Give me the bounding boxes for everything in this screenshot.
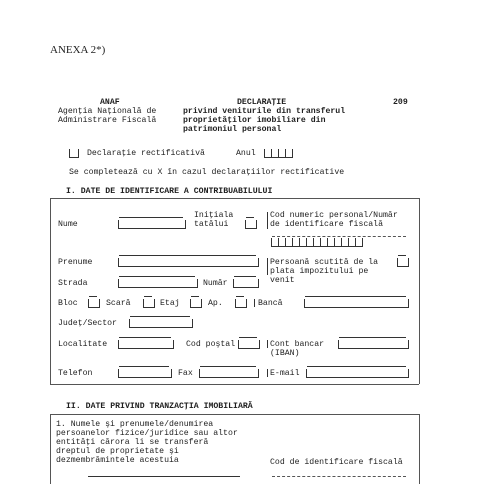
- judet-input[interactable]: [129, 319, 193, 328]
- year-input[interactable]: [264, 149, 293, 158]
- cnp-input[interactable]: [271, 238, 363, 247]
- initiala-label: Iniţiala: [194, 211, 234, 220]
- section1-bottom-border: [50, 384, 419, 385]
- email-top-line: [307, 366, 406, 367]
- issuer-short: ANAF: [100, 98, 120, 107]
- item1-line1: 1. Numele şi prenumele/denumirea: [56, 420, 214, 429]
- scutita-checkbox[interactable]: [397, 258, 409, 267]
- initiala-top-line: [246, 217, 254, 218]
- strada-label: Strada: [58, 279, 88, 288]
- cif-input-line[interactable]: [272, 476, 406, 477]
- section1-title: I. DATE DE IDENTIFICARE A CONTRIBUABILULUI: [66, 187, 273, 196]
- banca-separator: [254, 299, 255, 307]
- ap-label: Ap.: [208, 299, 223, 308]
- email-input[interactable]: [306, 369, 409, 378]
- ap-top-line: [236, 296, 244, 297]
- item1-line5: dezmembrămintele acestuia: [56, 456, 179, 465]
- bloc-label: Bloc: [58, 299, 78, 308]
- etaj-label: Etaj: [160, 299, 180, 308]
- fax-top-line: [200, 366, 256, 367]
- item1-line4: dreptul de proprietate şi: [56, 447, 179, 456]
- scutita-separator: [267, 258, 268, 275]
- email-label: E-mail: [270, 369, 300, 378]
- localitate-input[interactable]: [118, 340, 174, 349]
- cont-input[interactable]: [338, 340, 409, 349]
- strada-input[interactable]: [118, 279, 198, 288]
- telefon-label: Telefon: [58, 369, 93, 378]
- banca-top-line: [305, 296, 406, 297]
- issuer-line2: Administrare Fiscală: [58, 116, 157, 125]
- cod-postal-label: Cod poştal: [186, 340, 236, 349]
- annex-label: ANEXA 2*): [50, 44, 106, 56]
- localitate-label: Localitate: [58, 340, 108, 349]
- item1-name-line: [88, 476, 240, 477]
- telefon-top-line: [119, 366, 169, 367]
- cont-label-line2: (IBAN): [270, 349, 300, 358]
- strada-top-line: [119, 276, 195, 277]
- rectificativa-checkbox[interactable]: [69, 149, 79, 158]
- etaj-top-line: [191, 296, 199, 297]
- nume-label: Nume: [58, 220, 78, 229]
- scutita-label-line2: plata impozitului pe: [270, 267, 369, 276]
- cont-separator: [267, 340, 268, 348]
- form-title-head: DECLARAŢIE: [237, 98, 287, 107]
- bloc-input[interactable]: [88, 299, 100, 308]
- email-separator: [267, 369, 268, 377]
- cnp-label-line1: Cod numeric personal/Număr: [270, 211, 398, 220]
- nume-input[interactable]: [118, 220, 186, 229]
- cnp-top-line: [272, 236, 406, 237]
- form-title-line1: privind veniturile din transferul: [183, 107, 346, 116]
- etaj-input[interactable]: [190, 299, 202, 308]
- cod-postal-input[interactable]: [238, 340, 260, 349]
- prenume-top-line: [119, 255, 256, 256]
- fax-input[interactable]: [199, 369, 259, 378]
- nume-top-line: [119, 217, 183, 218]
- year-label: Anul: [236, 149, 256, 158]
- judet-label: Judeţ/Sector: [58, 319, 117, 328]
- ap-input[interactable]: [235, 299, 247, 308]
- fax-label: Fax: [178, 369, 193, 378]
- section1-top-border: [50, 198, 419, 199]
- judet-top-line: [130, 316, 190, 317]
- banca-label: Bancă: [258, 299, 283, 308]
- scara-top-line: [144, 296, 152, 297]
- numar-label: Număr: [203, 279, 228, 288]
- scutita-top-line: [398, 255, 406, 256]
- bloc-top-line: [89, 296, 97, 297]
- item1-line3: entităţi cărora li se transferă: [56, 438, 209, 447]
- item1-line2: persoanelor fizice/juridice sau altor: [56, 429, 238, 438]
- form-title-line3: patrimoniul personal: [183, 125, 282, 134]
- cont-label-line1: Cont bancar: [270, 340, 325, 349]
- localitate-top-line: [119, 337, 171, 338]
- cif-label: Cod de identificare fiscală: [270, 458, 403, 467]
- form-title-line2: proprietăţilor imobiliare din: [183, 116, 326, 125]
- prenume-label: Prenume: [58, 258, 93, 267]
- numar-top-line: [234, 276, 256, 277]
- scara-input[interactable]: [143, 299, 155, 308]
- form-code: 209: [393, 98, 408, 107]
- prenume-input[interactable]: [118, 258, 259, 267]
- banca-input[interactable]: [304, 299, 409, 308]
- cnp-label-line2: de identificare fiscală: [270, 220, 384, 229]
- issuer-line1: Agenţia Naţională de: [58, 107, 157, 116]
- scutita-label-line3: venit: [270, 276, 295, 285]
- section2-title: II. DATE PRIVIND TRANZACŢIA IMOBILIARĂ: [66, 402, 253, 411]
- cont-top-line: [339, 337, 406, 338]
- cod-postal-top-line: [239, 337, 257, 338]
- scutita-label-line1: Persoană scutită de la: [270, 258, 379, 267]
- numar-input[interactable]: [233, 279, 259, 288]
- scara-label: Scară: [106, 299, 131, 308]
- telefon-input[interactable]: [118, 369, 172, 378]
- rectificativa-label: Declaraţie rectificativă: [87, 149, 205, 158]
- initiala-input[interactable]: [245, 220, 257, 229]
- cnp-separator: [267, 212, 268, 229]
- rectificativa-note: Se completează cu X în cazul declaraţiilor rectificative: [69, 168, 345, 177]
- tatalui-label: tatălui: [194, 220, 229, 229]
